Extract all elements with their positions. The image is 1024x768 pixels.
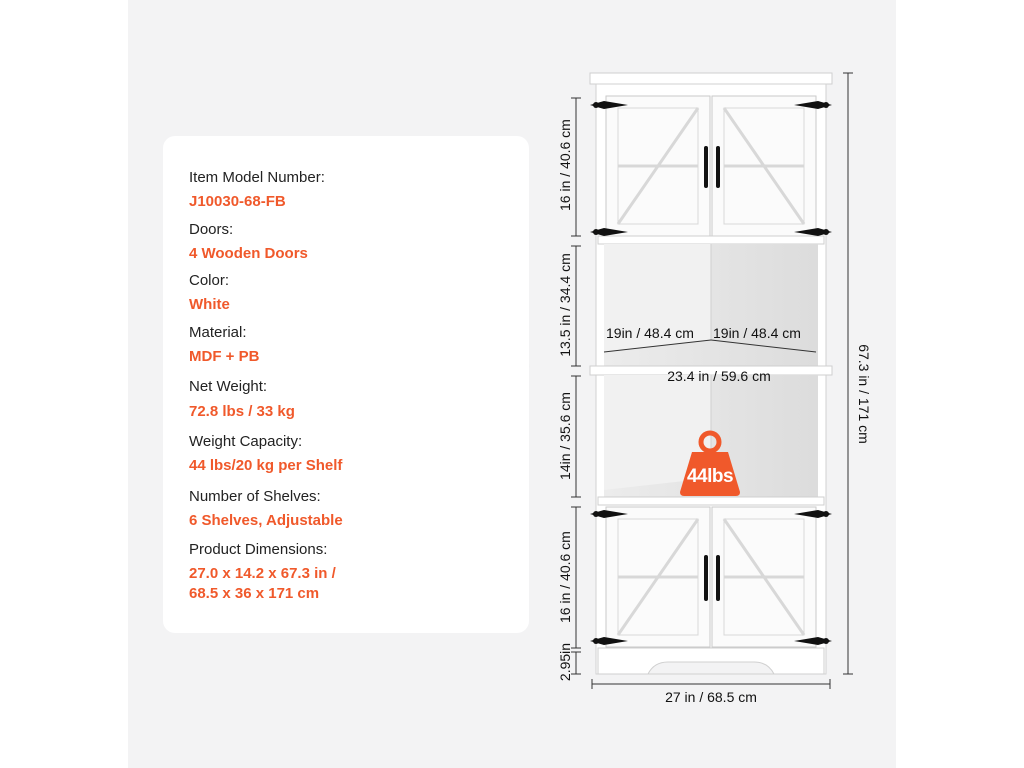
spec-value: 72.8 lbs / 33 kg xyxy=(189,403,295,420)
dim-depth-right: 19in / 48.4 cm xyxy=(713,325,801,341)
weight-badge xyxy=(678,430,742,496)
dim-bottom-cabinet: 16 in / 40.6 cm xyxy=(557,531,573,623)
spec-value: MDF + PB xyxy=(189,348,260,365)
weight-badge-label: 44lbs xyxy=(686,466,734,487)
cabinet-illustration xyxy=(128,0,896,768)
dim-front-width: 23.4 in / 59.6 cm xyxy=(667,368,771,384)
spec-value: 6 Shelves, Adjustable xyxy=(189,512,343,529)
dim-shelf-upper: 13.5 in / 34.4 cm xyxy=(557,253,573,357)
product-info-panel xyxy=(128,0,896,768)
spec-value: White xyxy=(189,296,230,313)
dim-depth-left: 19in / 48.4 cm xyxy=(606,325,694,341)
spec-label: Doors: xyxy=(189,221,234,238)
spec-value-secondary: 68.5 x 36 x 171 cm xyxy=(189,585,320,602)
spec-label: Weight Capacity: xyxy=(189,433,303,450)
spec-label: Product Dimensions: xyxy=(189,541,328,558)
spec-label: Number of Shelves: xyxy=(189,488,321,505)
spec-label: Color: xyxy=(189,272,230,289)
dim-shelf-lower: 14in / 35.6 cm xyxy=(557,392,573,480)
dim-base: 2.95in xyxy=(557,642,573,682)
spec-value: J10030-68-FB xyxy=(189,193,286,210)
spec-value: 27.0 x 14.2 x 67.3 in / xyxy=(189,565,336,582)
spec-value: 44 lbs/20 kg per Shelf xyxy=(189,457,343,474)
spec-label: Net Weight: xyxy=(189,378,268,395)
spec-value: 4 Wooden Doors xyxy=(189,245,308,262)
spec-label: Item Model Number: xyxy=(189,169,325,186)
dim-top-cabinet: 16 in / 40.6 cm xyxy=(557,119,573,211)
spec-label: Material: xyxy=(189,324,247,341)
dim-total-height: 67.3 in / 171 cm xyxy=(856,344,872,444)
dim-width: 27 in / 68.5 cm xyxy=(665,689,757,705)
